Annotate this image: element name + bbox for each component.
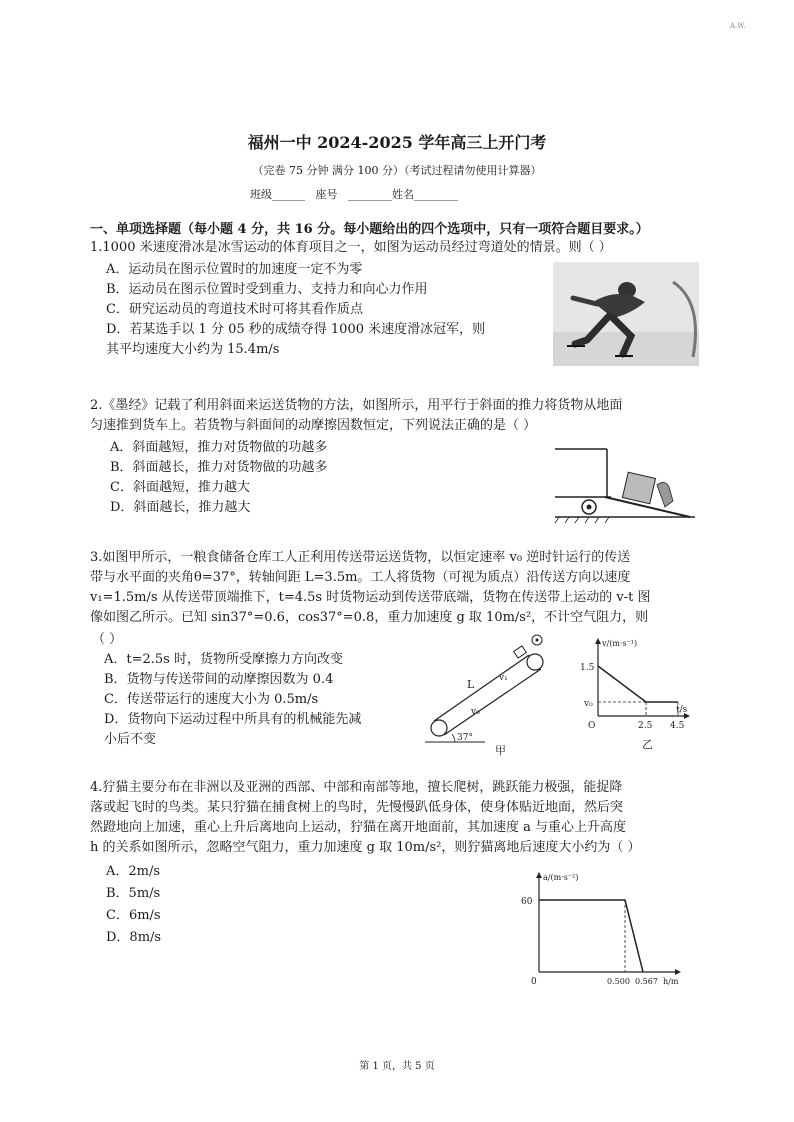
section1-heading: 一、单项选择题（每小题 4 分，共 16 分。每小题给出的四个选项中，只有一项符合题目要求。） bbox=[90, 222, 649, 237]
q2-option-d: D．斜面越长，推力越大 bbox=[110, 500, 251, 515]
q1-stem: 1.1000 米速度滑冰是冰雪运动的体育项目之一，如图为运动员经过弯道处的情景。则（ ） bbox=[90, 240, 612, 255]
corner-mark: A.W. bbox=[730, 22, 746, 30]
q4-graph-xtick-1: 0.500 bbox=[607, 977, 630, 986]
q2-stem-line1: 2.《墨经》记载了利用斜面来运送货物的方法，如图所示，用平行于斜面的推力将货物从地面 bbox=[90, 398, 623, 413]
q3-fig-caption-right: 乙 bbox=[642, 738, 653, 751]
q4-option-a: A．2m/s bbox=[106, 864, 161, 879]
q1-skater-photo bbox=[553, 262, 699, 366]
q4-stem-line4: h 的关系如图所示，忽略空气阻力，重力加速度 g 取 10m/s²，则狞猫离地后速度大小约为（ ） bbox=[90, 840, 641, 855]
exam-title: 福州一中 2024-2025 学年高三上开门考 bbox=[247, 133, 547, 152]
q1-option-c: C．研究运动员的弯道技术时可将其看作质点 bbox=[106, 302, 363, 317]
q3-graph-xtick-1: 2.5 bbox=[638, 721, 653, 731]
q1-option-b: B．运动员在图示位置时受到重力、支持力和向心力作用 bbox=[106, 282, 428, 297]
q3-fig-label-angle: 37° bbox=[457, 733, 473, 743]
q1-option-d-cont: 其平均速度大小约为 15.4m/s bbox=[106, 342, 280, 357]
q3-graph-ylabel: v/(m·s⁻¹) bbox=[602, 639, 638, 648]
q4-stem-line3: 然蹬地向上加速，重心上升后离地向上运动，狞猫在离开地面前，其加速度 a 与重心上升高度 bbox=[90, 820, 627, 835]
q3-fig-label-v0: v₀ bbox=[471, 707, 480, 717]
q3-stem-line4: 像如图乙所示。已知 sin37°=0.6，cos37°=0.8，重力加速度 g 取 10m/s²，不计空气阻力，则 bbox=[90, 610, 649, 625]
student-info-line: 班级______ 座号 ________姓名________ bbox=[250, 188, 458, 201]
q3-stem-line3: v₁=1.5m/s 从传送带顶端推下，t=4.5s 时货物运动到传送带底端，货物在传送带上运动的 v-t 图 bbox=[90, 590, 651, 605]
q3-option-b: B．货物与传送带间的动摩擦因数为 0.4 bbox=[104, 672, 334, 687]
q2-option-c: C．斜面越短，推力越大 bbox=[110, 480, 250, 495]
q3-option-d-cont: 小后不变 bbox=[104, 732, 157, 747]
q4-stem-line2: 落或起飞时的鸟类。某只狞猫在捕食树上的鸟时，先慢慢趴低身体，使身体贴近地面，然后突 bbox=[90, 800, 624, 815]
q3-fig-label-L: L bbox=[467, 678, 475, 691]
q3-graph-origin: O bbox=[588, 721, 596, 731]
page-footer: 第 1 页，共 5 页 bbox=[359, 1061, 435, 1072]
q3-vt-graph bbox=[580, 636, 690, 751]
q3-option-c: C．传送带运行的速度大小为 0.5m/s bbox=[104, 692, 319, 707]
q4-graph-xtick-2: 0.567 bbox=[635, 977, 658, 986]
q4-graph-ytick: 60 bbox=[521, 897, 533, 907]
q3-graph-xtick-2: 4.5 bbox=[670, 721, 685, 731]
q3-stem-line5: （ ） bbox=[92, 632, 123, 647]
q2-option-b: B．斜面越长，推力对货物做的功越多 bbox=[110, 460, 328, 475]
q3-option-d: D．货物向下运动过程中所具有的机械能先减 bbox=[104, 712, 362, 727]
q2-incline-figure bbox=[555, 445, 695, 527]
q3-graph-ytick: 1.5 bbox=[580, 663, 595, 673]
exam-subtitle: （完卷 75 分钟 满分 100 分）（考试过程请勿使用计算器） bbox=[252, 164, 542, 177]
q4-stem-line1: 4.狞猫主要分布在非洲以及亚洲的西部、中部和南部等地，擅长爬树，跳跃能力极强，能捉降 bbox=[90, 780, 623, 795]
q3-conveyor-figure bbox=[425, 632, 565, 757]
q3-fig-label-v1: v₁ bbox=[499, 673, 508, 683]
q2-stem-line2: 匀速推到货车上。若货物与斜面间的动摩擦因数恒定，下列说法正确的是（ ） bbox=[90, 418, 537, 433]
q4-option-d: D．8m/s bbox=[106, 930, 162, 945]
q4-option-b: B．5m/s bbox=[106, 886, 161, 901]
q2-option-a: A．斜面越短，推力对货物做的功越多 bbox=[110, 440, 328, 455]
q4-option-c: C．6m/s bbox=[106, 908, 161, 923]
q3-fig-caption-left: 甲 bbox=[495, 744, 506, 757]
q1-option-d: D．若某选手以 1 分 05 秒的成绩夺得 1000 米速度滑冰冠军，则 bbox=[106, 322, 486, 337]
q4-graph-xlabel: h/m bbox=[663, 977, 679, 986]
q3-graph-xlabel: t/s bbox=[676, 705, 688, 715]
q3-stem-line2: 带与水平面的夹角θ=37°，转轴间距 L=3.5m。工人将货物（可视为质点）沿传送方向以速度 bbox=[90, 570, 631, 585]
q4-graph-origin: 0 bbox=[531, 977, 537, 987]
q3-stem-line1: 3.如图甲所示，一粮食储备仓库工人正利用传送带运送货物，以恒定速率 v₀ 逆时针运行的传送 bbox=[90, 550, 631, 565]
q3-graph-v0tick: v₀ bbox=[584, 699, 593, 709]
q1-option-a: A．运动员在图示位置时的加速度一定不为零 bbox=[106, 262, 363, 277]
q4-ah-graph bbox=[515, 868, 685, 988]
q3-option-a: A．t=2.5s 时，货物所受摩擦力方向改变 bbox=[104, 652, 343, 667]
q4-graph-ylabel: a/(m·s⁻²) bbox=[543, 873, 579, 882]
